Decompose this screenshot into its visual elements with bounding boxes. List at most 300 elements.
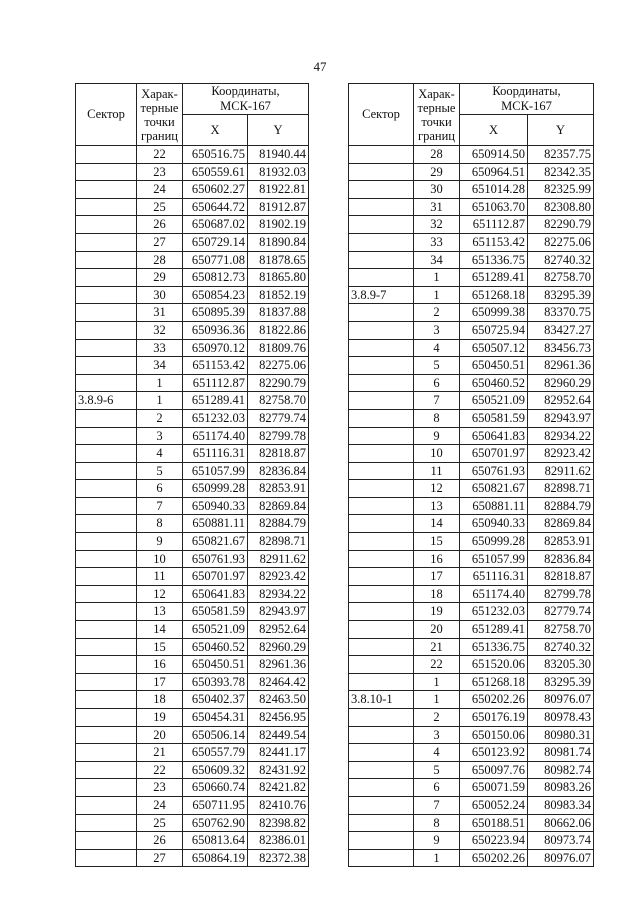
x-coordinate-cell: 650864.19 (183, 849, 248, 867)
x-coordinate-cell: 650450.51 (183, 656, 248, 674)
point-cell: 17 (137, 673, 183, 691)
x-coordinate-cell: 650506.14 (183, 726, 248, 744)
x-coordinate-cell: 650762.90 (183, 814, 248, 832)
sector-cell (76, 339, 137, 357)
sector-cell (76, 233, 137, 251)
sector-cell (76, 744, 137, 762)
y-coordinate-cell: 82410.76 (248, 796, 309, 814)
point-cell: 13 (414, 497, 460, 515)
point-cell: 15 (137, 638, 183, 656)
point-cell: 4 (137, 445, 183, 463)
header-coordinates-line2: МСК-167 (220, 99, 271, 113)
table-row (76, 709, 309, 727)
x-coordinate-cell: 650202.26 (460, 849, 528, 867)
y-coordinate-cell: 82884.79 (248, 515, 309, 533)
y-coordinate-cell: 83295.39 (528, 286, 594, 304)
x-coordinate-cell: 650097.76 (460, 761, 528, 779)
sector-cell: 3.8.9-7 (349, 286, 414, 304)
x-coordinate-cell: 651153.42 (460, 233, 528, 251)
sector-cell (349, 796, 414, 814)
sector-cell (349, 709, 414, 727)
table-row (76, 585, 309, 603)
y-coordinate-cell: 82898.71 (528, 480, 594, 498)
sector-cell (76, 779, 137, 797)
point-cell: 10 (137, 550, 183, 568)
y-coordinate-cell: 82342.35 (528, 163, 594, 181)
sector-cell (76, 796, 137, 814)
x-coordinate-cell: 650701.97 (460, 445, 528, 463)
x-coordinate-cell: 650188.51 (460, 814, 528, 832)
sector-cell (76, 286, 137, 304)
point-cell: 19 (137, 709, 183, 727)
table-row (349, 339, 594, 357)
x-coordinate-cell: 650581.59 (183, 603, 248, 621)
x-coordinate-cell: 650771.08 (183, 251, 248, 269)
x-coordinate-cell: 650936.36 (183, 321, 248, 339)
point-cell: 9 (137, 533, 183, 551)
sector-cell (349, 321, 414, 339)
x-coordinate-cell: 650521.09 (183, 621, 248, 639)
table-row (76, 515, 309, 533)
y-coordinate-cell: 83295.39 (528, 673, 594, 691)
table-row (76, 357, 309, 375)
x-coordinate-cell: 650821.67 (183, 533, 248, 551)
page-number: 47 (313, 59, 327, 74)
sector-cell (76, 673, 137, 691)
sector-cell (76, 533, 137, 551)
point-cell: 8 (414, 409, 460, 427)
point-cell: 22 (137, 146, 183, 164)
y-coordinate-cell: 82758.70 (528, 621, 594, 639)
point-cell: 2 (137, 409, 183, 427)
point-cell: 17 (414, 568, 460, 586)
table-row (349, 286, 594, 304)
y-coordinate-cell: 82386.01 (248, 832, 309, 850)
sector-cell (349, 146, 414, 164)
x-coordinate-cell: 651116.31 (183, 445, 248, 463)
y-coordinate-cell: 82869.84 (248, 497, 309, 515)
sector-cell (349, 462, 414, 480)
sector-cell (76, 832, 137, 850)
point-cell: 29 (137, 269, 183, 287)
point-cell: 25 (137, 198, 183, 216)
point-cell: 2 (414, 709, 460, 727)
y-coordinate-cell: 82943.97 (528, 409, 594, 427)
y-coordinate-cell: 82275.06 (528, 233, 594, 251)
point-cell: 27 (137, 233, 183, 251)
sector-cell (349, 357, 414, 375)
point-cell: 1 (414, 286, 460, 304)
point-cell: 6 (137, 480, 183, 498)
table-row (76, 779, 309, 797)
table-row (76, 427, 309, 445)
table-row (76, 744, 309, 762)
header-coordinates (183, 84, 309, 115)
point-cell: 32 (137, 321, 183, 339)
table-row (349, 321, 594, 339)
sector-cell (76, 814, 137, 832)
header-points-line: терные (417, 100, 456, 115)
x-coordinate-cell: 651057.99 (460, 550, 528, 568)
x-coordinate-cell: 651014.28 (460, 181, 528, 199)
y-coordinate-cell: 83370.75 (528, 304, 594, 322)
point-cell: 28 (137, 251, 183, 269)
x-coordinate-cell: 650641.83 (460, 427, 528, 445)
y-coordinate-cell: 82934.22 (248, 585, 309, 603)
sector-cell (349, 427, 414, 445)
y-coordinate-cell: 80983.26 (528, 779, 594, 797)
point-cell: 1 (137, 392, 183, 410)
y-coordinate-cell: 82961.36 (528, 357, 594, 375)
point-cell: 11 (137, 568, 183, 586)
table-row (349, 550, 594, 568)
x-coordinate-cell: 651112.87 (460, 216, 528, 234)
point-cell: 8 (137, 515, 183, 533)
table-row (76, 233, 309, 251)
header-y: Y (248, 115, 309, 146)
sector-cell (349, 374, 414, 392)
header-points (137, 84, 183, 146)
table-row (76, 392, 309, 410)
table-row (76, 269, 309, 287)
sector-cell (76, 216, 137, 234)
sector-cell (349, 550, 414, 568)
y-coordinate-cell: 82952.64 (248, 621, 309, 639)
sector-cell (349, 656, 414, 674)
sector-cell (349, 269, 414, 287)
sector-cell (349, 216, 414, 234)
table-row (76, 286, 309, 304)
table-row (349, 163, 594, 181)
point-cell: 26 (137, 832, 183, 850)
y-coordinate-cell: 82960.29 (248, 638, 309, 656)
y-coordinate-cell: 82898.71 (248, 533, 309, 551)
x-coordinate-cell: 650725.94 (460, 321, 528, 339)
point-cell: 8 (414, 814, 460, 832)
y-coordinate-cell: 83205.30 (528, 656, 594, 674)
x-coordinate-cell: 650761.93 (460, 462, 528, 480)
point-cell: 5 (414, 761, 460, 779)
y-coordinate-cell: 81932.03 (248, 163, 309, 181)
point-cell: 34 (414, 251, 460, 269)
table-row (76, 638, 309, 656)
table-row (349, 832, 594, 850)
point-cell: 1 (137, 374, 183, 392)
point-cell: 7 (137, 497, 183, 515)
y-coordinate-cell: 82758.70 (248, 392, 309, 410)
point-cell: 6 (414, 374, 460, 392)
sector-cell (349, 480, 414, 498)
y-coordinate-cell: 80976.07 (528, 691, 594, 709)
sector-cell (76, 462, 137, 480)
header-points-line: точки (421, 114, 452, 129)
y-coordinate-cell: 82869.84 (528, 515, 594, 533)
y-coordinate-cell: 80982.74 (528, 761, 594, 779)
table-row (349, 744, 594, 762)
table-row (349, 726, 594, 744)
table-row (76, 251, 309, 269)
sector-cell (76, 269, 137, 287)
y-coordinate-cell: 82740.32 (528, 251, 594, 269)
x-coordinate-cell: 650914.50 (460, 146, 528, 164)
table-row (349, 779, 594, 797)
point-cell: 13 (137, 603, 183, 621)
header-points (414, 84, 460, 146)
point-cell: 31 (137, 304, 183, 322)
table-row (349, 233, 594, 251)
y-coordinate-cell: 80980.31 (528, 726, 594, 744)
sector-cell (76, 603, 137, 621)
sector-cell (76, 146, 137, 164)
x-coordinate-cell: 650521.09 (460, 392, 528, 410)
y-coordinate-cell: 80976.07 (528, 849, 594, 867)
y-coordinate-cell: 82308.80 (528, 198, 594, 216)
sector-cell: 3.8.9-6 (76, 392, 137, 410)
y-coordinate-cell: 81837.88 (248, 304, 309, 322)
table-row (349, 849, 594, 867)
point-cell: 27 (137, 849, 183, 867)
y-coordinate-cell: 81822.86 (248, 321, 309, 339)
y-coordinate-cell: 82923.42 (528, 445, 594, 463)
table-row (349, 409, 594, 427)
header-y: Y (528, 115, 594, 146)
table-row (76, 603, 309, 621)
table-row (349, 603, 594, 621)
header-points-line: терные (140, 100, 179, 115)
table-row (349, 181, 594, 199)
sector-cell (349, 198, 414, 216)
y-coordinate-cell: 82779.74 (528, 603, 594, 621)
y-coordinate-cell: 82740.32 (528, 638, 594, 656)
x-coordinate-cell: 651232.03 (460, 603, 528, 621)
header-points-line: Харак- (141, 86, 178, 101)
sector-cell (349, 339, 414, 357)
x-coordinate-cell: 650999.28 (183, 480, 248, 498)
x-coordinate-cell: 650687.02 (183, 216, 248, 234)
x-coordinate-cell: 650940.33 (183, 497, 248, 515)
header-points-line: Харак- (418, 86, 455, 101)
sector-cell (349, 251, 414, 269)
table-row (349, 427, 594, 445)
y-coordinate-cell: 82398.82 (248, 814, 309, 832)
x-coordinate-cell: 651063.70 (460, 198, 528, 216)
x-coordinate-cell: 651336.75 (460, 638, 528, 656)
x-coordinate-cell: 650602.27 (183, 181, 248, 199)
sector-cell (349, 497, 414, 515)
y-coordinate-cell: 82275.06 (248, 357, 309, 375)
point-cell: 24 (137, 796, 183, 814)
y-coordinate-cell: 82464.42 (248, 673, 309, 691)
point-cell: 12 (137, 585, 183, 603)
sector-cell (349, 304, 414, 322)
y-coordinate-cell: 82961.36 (248, 656, 309, 674)
x-coordinate-cell: 650507.12 (460, 339, 528, 357)
y-coordinate-cell: 82884.79 (528, 497, 594, 515)
table-row (76, 304, 309, 322)
table-row (76, 198, 309, 216)
point-cell: 18 (137, 691, 183, 709)
table-row (349, 691, 594, 709)
sector-cell (349, 673, 414, 691)
sector-cell (76, 638, 137, 656)
y-coordinate-cell: 80973.74 (528, 832, 594, 850)
x-coordinate-cell: 650460.52 (183, 638, 248, 656)
point-cell: 1 (414, 849, 460, 867)
table-row (349, 392, 594, 410)
table-row (349, 445, 594, 463)
table-row (349, 198, 594, 216)
point-cell: 2 (414, 304, 460, 322)
table-row (349, 796, 594, 814)
sector-cell (76, 656, 137, 674)
sector-cell (76, 621, 137, 639)
table-row (76, 726, 309, 744)
point-cell: 28 (414, 146, 460, 164)
table-row (76, 533, 309, 551)
point-cell: 23 (137, 163, 183, 181)
x-coordinate-cell: 650123.92 (460, 744, 528, 762)
x-coordinate-cell: 651520.06 (460, 656, 528, 674)
x-coordinate-cell: 650559.61 (183, 163, 248, 181)
x-coordinate-cell: 650881.11 (460, 497, 528, 515)
y-coordinate-cell: 82290.79 (248, 374, 309, 392)
x-coordinate-cell: 651268.18 (460, 286, 528, 304)
sector-cell (349, 814, 414, 832)
y-coordinate-cell: 82290.79 (528, 216, 594, 234)
x-coordinate-cell: 650761.93 (183, 550, 248, 568)
x-coordinate-cell: 650999.28 (460, 533, 528, 551)
y-coordinate-cell: 82431.92 (248, 761, 309, 779)
header-x: X (183, 115, 248, 146)
point-cell: 1 (414, 269, 460, 287)
table-row (349, 673, 594, 691)
y-coordinate-cell: 82325.99 (528, 181, 594, 199)
sector-cell (76, 445, 137, 463)
table-row (349, 533, 594, 551)
table-row (76, 691, 309, 709)
y-coordinate-cell: 82853.91 (528, 533, 594, 551)
y-coordinate-cell: 82836.84 (248, 462, 309, 480)
table-row (349, 304, 594, 322)
x-coordinate-cell: 650812.73 (183, 269, 248, 287)
x-coordinate-cell: 650854.23 (183, 286, 248, 304)
table-row (76, 374, 309, 392)
table-row (76, 621, 309, 639)
x-coordinate-cell: 651057.99 (183, 462, 248, 480)
table-row (76, 832, 309, 850)
sector-cell (349, 233, 414, 251)
y-coordinate-cell: 80978.43 (528, 709, 594, 727)
x-coordinate-cell: 650641.83 (183, 585, 248, 603)
sector-cell (349, 621, 414, 639)
table-row (349, 357, 594, 375)
sector-cell (349, 638, 414, 656)
sector-cell (76, 761, 137, 779)
y-coordinate-cell: 81852.19 (248, 286, 309, 304)
table-row (76, 181, 309, 199)
table-row (76, 146, 309, 164)
y-coordinate-cell: 82449.54 (248, 726, 309, 744)
y-coordinate-cell: 81878.65 (248, 251, 309, 269)
sector-cell (349, 603, 414, 621)
table-row (349, 480, 594, 498)
point-cell: 11 (414, 462, 460, 480)
table-row (76, 814, 309, 832)
point-cell: 5 (137, 462, 183, 480)
table-row (349, 621, 594, 639)
table-row (76, 216, 309, 234)
x-coordinate-cell: 650729.14 (183, 233, 248, 251)
table-row (349, 568, 594, 586)
sector-cell (349, 392, 414, 410)
sector-cell (76, 427, 137, 445)
sector-cell (349, 533, 414, 551)
sector-cell (76, 849, 137, 867)
x-coordinate-cell: 650644.72 (183, 198, 248, 216)
sector-cell (76, 550, 137, 568)
header-points-line: границ (141, 128, 178, 143)
x-coordinate-cell: 650964.51 (460, 163, 528, 181)
table-row (76, 568, 309, 586)
point-cell: 22 (137, 761, 183, 779)
point-cell: 20 (137, 726, 183, 744)
sector-cell (349, 761, 414, 779)
table-row (76, 656, 309, 674)
y-coordinate-cell: 82911.62 (248, 550, 309, 568)
x-coordinate-cell: 650454.31 (183, 709, 248, 727)
point-cell: 12 (414, 480, 460, 498)
x-coordinate-cell: 650821.67 (460, 480, 528, 498)
y-coordinate-cell: 80981.74 (528, 744, 594, 762)
point-cell: 3 (414, 321, 460, 339)
x-coordinate-cell: 650660.74 (183, 779, 248, 797)
y-coordinate-cell: 82943.97 (248, 603, 309, 621)
y-coordinate-cell: 82421.82 (248, 779, 309, 797)
y-coordinate-cell: 83427.27 (528, 321, 594, 339)
header-coordinates (460, 84, 594, 115)
x-coordinate-cell: 651174.40 (460, 585, 528, 603)
header-coordinates-line2: МСК-167 (501, 99, 552, 113)
y-coordinate-cell: 83456.73 (528, 339, 594, 357)
sector-cell (76, 515, 137, 533)
point-cell: 1 (414, 673, 460, 691)
table-row (76, 550, 309, 568)
x-coordinate-cell: 650393.78 (183, 673, 248, 691)
sector-cell (349, 832, 414, 850)
table-row (349, 814, 594, 832)
x-coordinate-cell: 651112.87 (183, 374, 248, 392)
y-coordinate-cell: 82836.84 (528, 550, 594, 568)
y-coordinate-cell: 81940.44 (248, 146, 309, 164)
x-coordinate-cell: 650813.64 (183, 832, 248, 850)
y-coordinate-cell: 82934.22 (528, 427, 594, 445)
table-row (349, 251, 594, 269)
x-coordinate-cell: 651174.40 (183, 427, 248, 445)
sector-cell (76, 304, 137, 322)
point-cell: 33 (137, 339, 183, 357)
table-row (76, 497, 309, 515)
sector-cell (76, 374, 137, 392)
table-row (349, 761, 594, 779)
point-cell: 6 (414, 779, 460, 797)
x-coordinate-cell: 650999.38 (460, 304, 528, 322)
table-row (76, 796, 309, 814)
sector-cell (76, 585, 137, 603)
x-coordinate-cell: 650176.19 (460, 709, 528, 727)
table-row (349, 638, 594, 656)
header-coordinates-line1: Координаты, (492, 84, 561, 98)
x-coordinate-cell: 650940.33 (460, 515, 528, 533)
